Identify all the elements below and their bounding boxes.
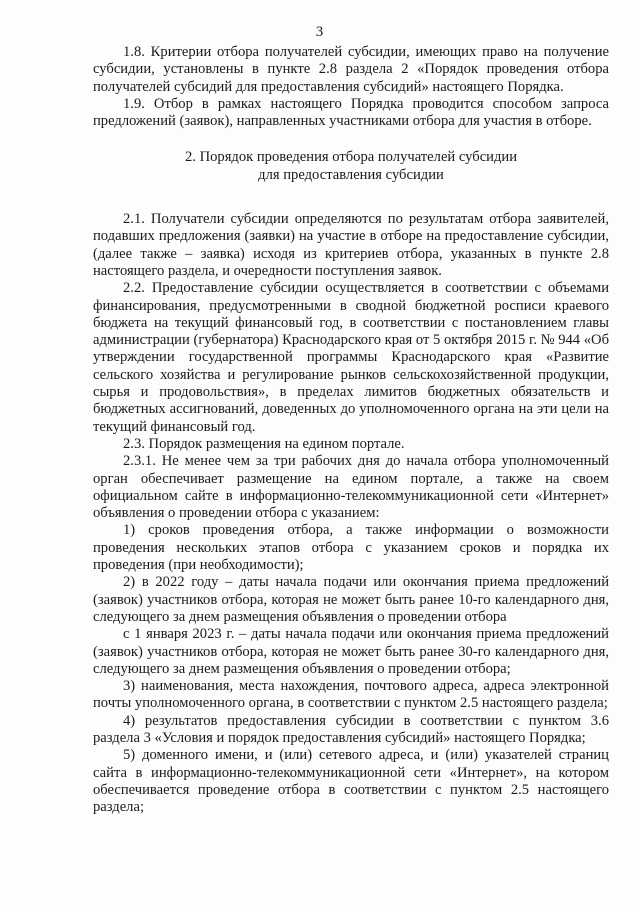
section-heading	[93, 149, 609, 184]
paragraph-2-3: 2.3. Порядок размещения на едином портале.	[123, 435, 405, 452]
list-item-5: 5) доменного имени, и (или) сетевого адреса, и (или) указателей страниц сайта в информационно-телекоммуникационной сети «Интернет», на котором обеспечивается проведение отбора в соответствии с пунктом 2.5 настоящего раздела;	[93, 747, 609, 816]
paragraph-2-3-1: 2.3.1. Не менее чем за три рабочих дня до начала отбора уполномоченный орган обеспечивает размещение на едином портале, а также на своем официальном сайте в информационно-телекоммуникационной сети «Интернет» объявления о проведении отбора с указанием:	[93, 453, 609, 522]
section-heading-line-1: 2. Порядок проведения отбора получателей субсидии	[184, 149, 518, 166]
list-item-1: 1) сроков проведения отбора, а также информации о возможности проведения нескольких этапов отбора с указанием сроков и порядка их проведения (при необходимости);	[93, 522, 609, 574]
paragraph-2-1: 2.1. Получатели субсидии определяются по результатам отбора заявителей, подавших предложения (заявки) на участие в отборе на предоставление субсидии, (далее также – заявка) исходя из критериев отбора, указанных в пункте 2.8 настоящего раздела, и очередности поступления заявок.	[93, 211, 609, 279]
list-item-2-continued: с 1 января 2023 г. – даты начала подачи или окончания приема предложений (заявок) участников отбора, которая не может быть ранее 30-го календарного дня, следующего за днем размещения объявления о проведении отбора;	[93, 626, 609, 677]
list-item-3: 3) наименования, места нахождения, почтового адреса, адреса электронной почты уполномоченного органа, в соответствии с пунктом 2.5 настоящего раздела;	[93, 678, 609, 712]
section-heading-line-2: для предоставления субсидии	[258, 166, 444, 183]
list-item-4: 4) результатов предоставления субсидии в соответствии с пунктом 3.6 раздела 3 «Условия и порядок предоставления субсидий» настоящего Порядка;	[93, 712, 609, 746]
document-body	[93, 44, 609, 816]
list-item-2: 2) в 2022 году – даты начала подачи или окончания приема предложений (заявок) участников отбора, которая не может быть ранее 10-го календарного дня, следующего за днем размещения объявления о проведении отбора	[93, 574, 609, 625]
paragraph-2-2: 2.2. Предоставление субсидии осуществляется в соответствии с объемами финансирования, предусмотренными в сводной бюджетной росписи краевого бюджета на текущий финансовый год, в соответствии с постановлением главы администрации (губернатора) Краснодарского края от 5 октября 2015 г. № 944 «Об утверждении государственной программы Краснодарского края «Развитие сельского хозяйства и регулирование рынков сельскохозяйственной продукции, сырья и продовольствия», в пределах лимитов бюджетных обязательств и бюджетных ассигнований, доведенных до уполномоченного органа на эти цели на текущий финансовый год.	[93, 280, 609, 435]
paragraph-1-8: 1.8. Критерии отбора получателей субсидии, имеющих право на получение субсидии, установлены в пункте 2.8 раздела 2 «Порядок проведения отбора получателей субсидий для предоставления субсидий» настоящего Порядка.	[93, 44, 609, 95]
paragraph-1-9: 1.9. Отбор в рамках настоящего Порядка проводится способом запроса предложений (заявок), направленных участниками отбора для участия в отборе.	[93, 95, 609, 130]
page-number: 3	[315, 24, 324, 40]
